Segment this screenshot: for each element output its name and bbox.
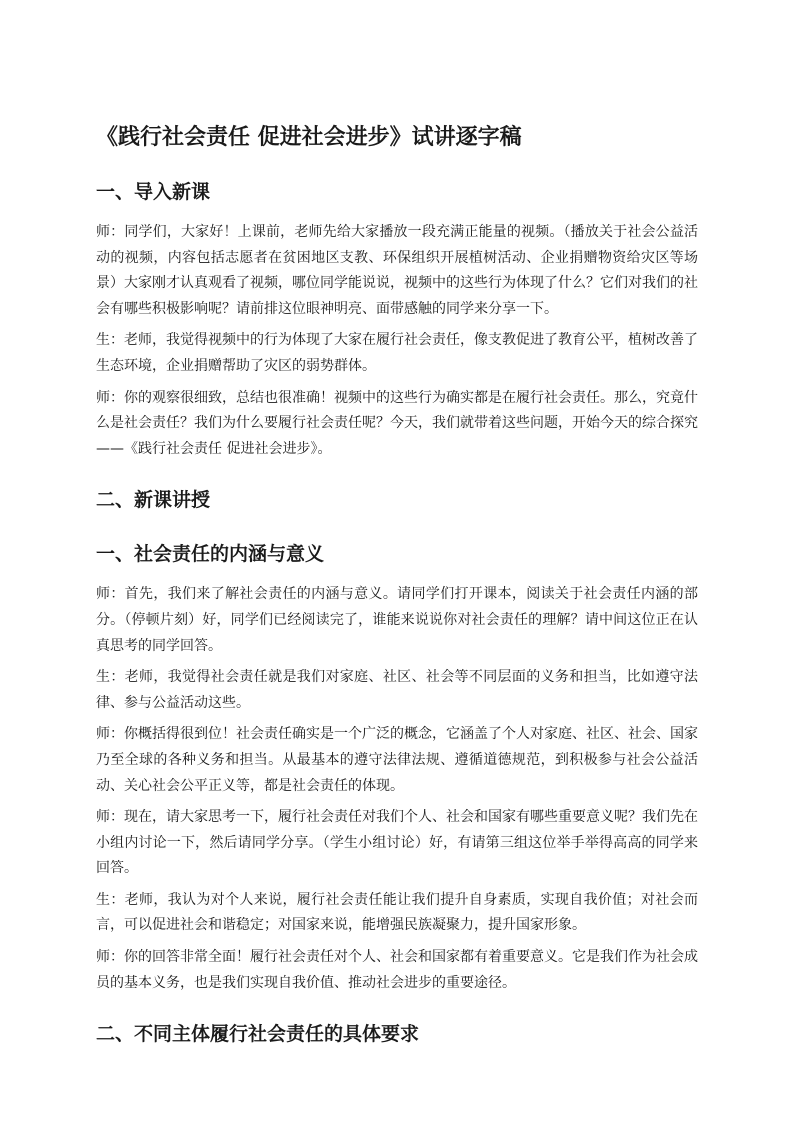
paragraph: 师：你的回答非常全面！履行社会责任对个人、社会和国家都有着重要意义。它是我们作为社会成员的基本义务，也是我们实现自我价值、推动社会进步的重要途径。 [96, 949, 698, 991]
paragraph: 生：老师，我认为对个人来说，履行社会责任能让我们提升自身素质，实现自我价值；对社会而言，可以促进社会和谐稳定；对国家来说，能增强民族凝聚力，提升国家形象。 [96, 891, 698, 934]
paragraph: 师：你概括得很到位！社会责任确实是一个广泛的概念，它涵盖了个人对家庭、社区、社会、国家乃至全球的各种义务和担当。从最基本的遵守法律法规、遵循道德规范，到积极参与社会公益活动、关心社会公平正义等，都是社会责任的体现。 [96, 726, 698, 794]
document-page [96, 118, 698, 1062]
paragraph: 师：首先，我们来了解社会责任的内涵与意义。请同学们打开课本，阅读关于社会责任内涵的部分。（停顿片刻）好，同学们已经阅读完了，谁能来说说你对社会责任的理解？请中间这位正在认真思考的同学回答。 [96, 586, 698, 654]
subsection-heading-meaning: 一、社会责任的内涵与意义 [96, 543, 325, 566]
subsection-heading-requirements: 二、不同主体履行社会责任的具体要求 [96, 1023, 420, 1046]
paragraph: 师：现在，请大家思考一下，履行社会责任对我们个人、社会和国家有哪些重要意义呢？我们先在小组内讨论一下，然后请同学分享。（学生小组讨论）好，有请第三组这位举手举得高高的同学来回答。 [96, 809, 698, 877]
section-heading-new-lesson: 二、新课讲授 [96, 489, 211, 512]
paragraph: 生：老师，我觉得社会责任就是我们对家庭、社区、社会等不同层面的义务和担当，比如遵守法律、参与公益活动这些。 [96, 669, 698, 711]
section-heading-intro: 一、导入新课 [96, 181, 211, 203]
paragraph: 生：老师，我觉得视频中的行为体现了大家在履行社会责任，像支教促进了教育公平，植树改善了生态环境，企业捐赠帮助了灾区的弱势群体。 [96, 332, 698, 374]
document-title: 《践行社会责任 促进社会进步》试讲逐字稿 [96, 125, 522, 150]
paragraph: 师：同学们，大家好！上课前，老师先给大家播放一段充满正能量的视频。（播放关于社会公益活动的视频，内容包括志愿者在贫困地区支教、环保组织开展植树活动、企业捐赠物资给灾区等场景）大家刚才认真观看了视频，哪位同学能说说，视频中的这些行为体现了什么？它们对我们的社会有哪些积极影响呢？请前排这位眼神明亮、面带感触的同学来分享一下。 [96, 224, 698, 317]
paragraph: 师：你的观察很细致，总结也很准确！视频中的这些行为确实都是在履行社会责任。那么，究竟什么是社会责任？我们为什么要履行社会责任呢？今天，我们就带着这些问题，开始今天的综合探究 ——《践行社会责任 促进社会进步》。 [96, 389, 698, 457]
